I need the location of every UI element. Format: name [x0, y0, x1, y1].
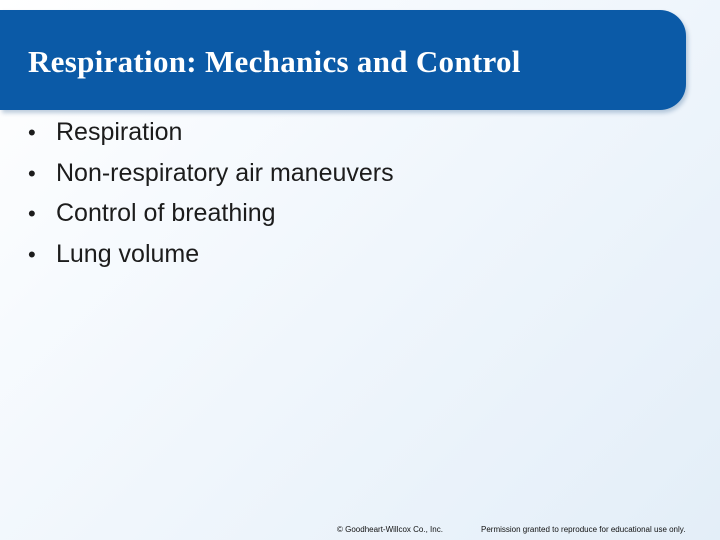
bullet-text: Respiration [56, 118, 183, 146]
footer-copyright: © Goodheart-Willcox Co., Inc. [337, 525, 443, 534]
bullet-item [28, 240, 394, 281]
bullet-dot-icon: • [28, 120, 36, 145]
bullet-list [28, 118, 394, 280]
bullet-text: Control of breathing [56, 199, 276, 227]
bullet-text: Non-respiratory air maneuvers [56, 158, 394, 187]
bullet-dot-icon: • [28, 201, 36, 226]
bullet-item [28, 118, 394, 159]
bullet-dot-icon: • [28, 241, 36, 267]
bullet-item [28, 199, 394, 240]
footer-permission: Permission granted to reproduce for educational use only. [481, 525, 686, 534]
bullet-text: Lung volume [56, 239, 200, 268]
slide-title: Respiration: Mechanics and Control [28, 44, 521, 79]
bullet-dot-icon: • [28, 160, 36, 186]
bullet-item [28, 159, 394, 200]
